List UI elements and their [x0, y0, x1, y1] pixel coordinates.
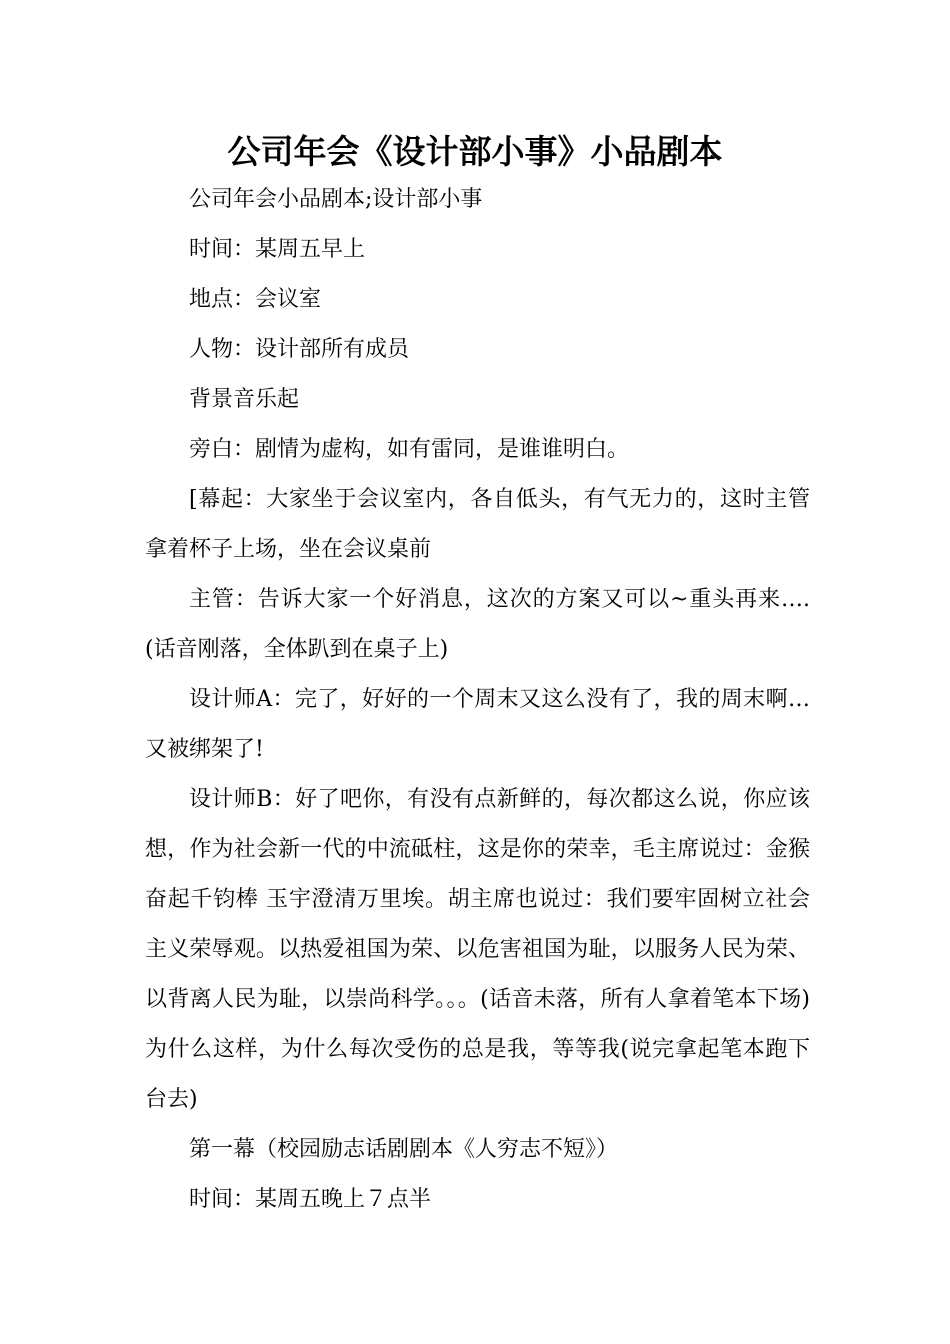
paragraph-characters: 人物：设计部所有成员: [189, 337, 410, 362]
paragraph-place: 地点：会议室: [189, 287, 322, 312]
paragraph-designer-a: 设计师A：完了，好好的一个周末又这么没有了，我的周末啊…又被绑架了!: [145, 687, 810, 762]
paragraph-designer-b: 设计师B：好了吧你，有没有点新鲜的，每次都这么说，你应该想，作为社会新一代的中流砥柱，这是你的荣幸，毛主席说过：金猴奋起千钧棒 玉宇澄清万里埃。胡主席也说过：我们要牢固树立社会主义荣辱观。以热爱祖国为荣、以危害祖国为耻，以服务人民为荣、以背离人民为耻，以崇尚科学。。。(话音未落，所有人拿着笔本下场)为什么这样，为什么每次受伤的总是我，等等我(说完拿起笔本跑下台去): [145, 787, 810, 1112]
paragraph-curtain-up: [幕起：大家坐于会议室内，各自低头，有气无力的，这时主管拿着杯子上场，坐在会议桌前: [145, 487, 810, 562]
document-body: [145, 175, 810, 1225]
document-title: 公司年会《设计部小事》小品剧本: [227, 132, 723, 171]
paragraph-subtitle: 公司年会小品剧本;设计部小事: [189, 187, 483, 212]
paragraph-act-one-time: 时间：某周五晚上７点半: [189, 1187, 432, 1212]
paragraph-narration: 旁白：剧情为虚构，如有雷同，是谁谁明白。: [189, 437, 630, 462]
paragraph-time: 时间：某周五早上: [189, 237, 366, 262]
paragraph-music: 背景音乐起: [189, 387, 300, 412]
paragraph-supervisor: 主管：告诉大家一个好消息，这次的方案又可以~重头再来….(话音刚落，全体趴到在桌子上): [145, 587, 810, 662]
paragraph-act-one: 第一幕（校园励志话剧剧本《人穷志不短》）: [189, 1137, 619, 1162]
